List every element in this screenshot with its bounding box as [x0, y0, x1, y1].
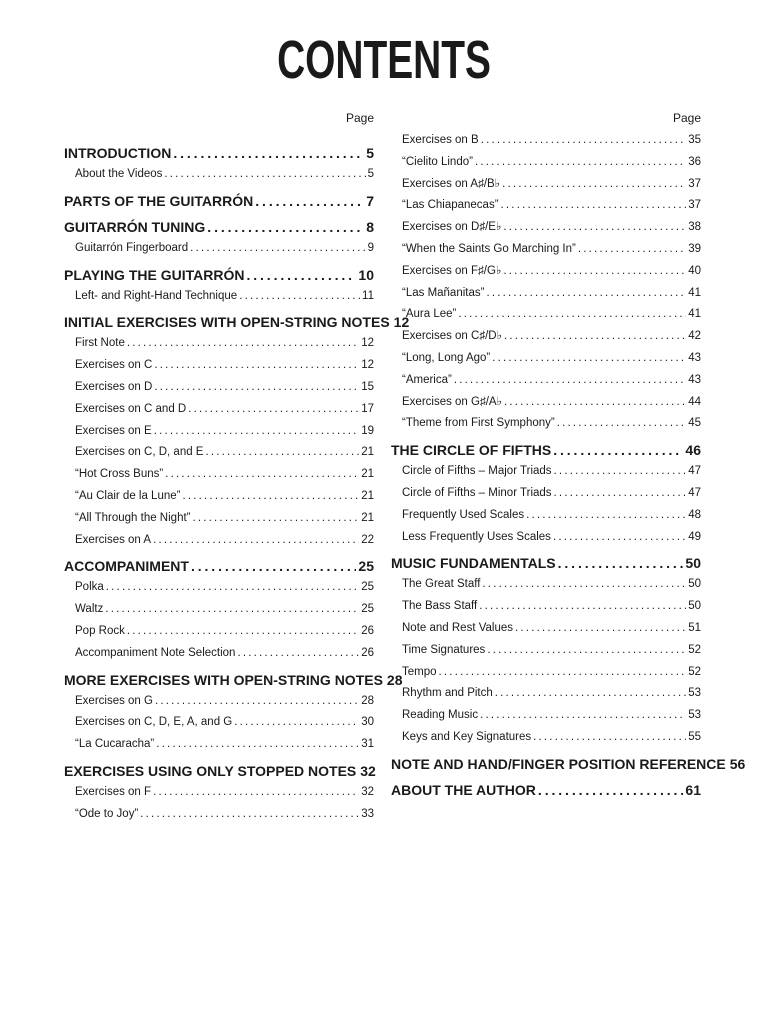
dot-leader	[481, 130, 687, 152]
toc-entries	[391, 130, 746, 801]
dot-leader	[140, 804, 359, 826]
toc-page-number: 37	[688, 177, 701, 190]
toc-page-number: 22	[361, 533, 374, 546]
toc-subsection-entry	[64, 530, 374, 552]
dot-leader	[538, 779, 684, 801]
toc-subsection-entry	[391, 217, 701, 239]
toc-page-number: 37	[688, 199, 701, 212]
toc-page-number: 44	[688, 395, 701, 408]
toc-subsection-entry	[391, 130, 701, 152]
dot-leader	[454, 370, 686, 392]
dot-leader	[504, 392, 686, 414]
toc-subsection-entry	[391, 527, 701, 549]
toc-page-number: 21	[361, 511, 374, 524]
toc-page-number: 12	[361, 337, 374, 350]
toc-page-number: 52	[688, 643, 701, 656]
toc-subsection-entry	[64, 577, 374, 599]
toc-entry-title: Exercises on A♯/B♭	[402, 177, 501, 190]
dot-leader	[192, 508, 359, 530]
toc-subsection-entry	[64, 464, 374, 486]
toc-page-number: 25	[361, 581, 374, 594]
toc-entry-title: Exercises on G♯/A♭	[402, 395, 503, 408]
dot-leader	[487, 640, 686, 662]
toc-page-number: 19	[361, 424, 374, 437]
toc-subsection-entry	[64, 486, 374, 508]
toc-page-number: 42	[688, 330, 701, 343]
toc-page-number: 38	[688, 221, 701, 234]
toc-subsection-entry	[64, 782, 374, 804]
toc-subsection-entry	[391, 239, 701, 261]
dot-leader	[164, 164, 365, 186]
toc-subsection-entry	[391, 662, 701, 684]
toc-page-number: 41	[688, 308, 701, 321]
toc-subsection-entry	[391, 326, 701, 348]
toc-entry-title: “All Through the Night”	[75, 511, 191, 524]
toc-entry-title: Exercises on C, D, and E	[75, 446, 204, 459]
toc-entry-title: Waltz	[75, 603, 104, 616]
dot-leader	[578, 239, 686, 261]
toc-page-number: 32	[360, 762, 376, 779]
dot-leader	[154, 421, 360, 443]
page-column-header: Page	[672, 111, 701, 125]
toc-entry-title: Tempo	[402, 665, 437, 678]
dot-leader	[503, 217, 686, 239]
toc-left-column	[64, 108, 410, 826]
dot-leader	[557, 413, 686, 435]
toc-entry-title: Accompaniment Note Selection	[75, 646, 236, 659]
dot-leader	[165, 464, 359, 486]
toc-entry-title: “America”	[402, 373, 452, 386]
toc-entry-title: First Note	[75, 337, 125, 350]
toc-page-number: 47	[688, 465, 701, 478]
dot-leader	[504, 326, 686, 348]
dot-leader	[207, 216, 364, 238]
toc-page-number: 11	[362, 289, 374, 302]
dot-leader	[154, 377, 359, 399]
toc-page-number: 17	[361, 402, 374, 415]
toc-page-number: 56	[729, 755, 746, 772]
toc-subsection-entry	[391, 152, 701, 174]
toc-subsection-entry	[391, 261, 701, 283]
dot-leader	[480, 705, 686, 727]
toc-right-column	[391, 108, 746, 801]
toc-page-number: 21	[361, 468, 374, 481]
toc-page-number: 39	[688, 242, 701, 255]
toc-entry-title: Frequently Used Scales	[402, 508, 525, 521]
toc-entry-title: Reading Music	[402, 709, 479, 722]
toc-subsection-entry	[391, 413, 701, 435]
toc-entry-title: “Las Chiapanecas”	[402, 199, 499, 212]
toc-page-number: 49	[688, 530, 701, 543]
dot-leader	[479, 596, 686, 618]
toc-subsection-entry	[64, 621, 374, 643]
toc-page-number: 15	[361, 380, 374, 393]
dot-leader	[458, 304, 686, 326]
toc-subsection-entry	[391, 461, 701, 483]
toc-page-number: 50	[688, 578, 701, 591]
toc-entry-title: “Theme from First Symphony”	[402, 417, 555, 430]
toc-entry-title: Exercises on F♯/G♭	[402, 264, 502, 277]
toc-subsection-entry	[391, 618, 701, 640]
dot-leader	[503, 261, 686, 283]
toc-subsection-entry	[391, 483, 701, 505]
toc-entry-title: Exercises on C, D, E, A, and G	[75, 716, 233, 729]
dot-leader	[156, 734, 359, 756]
toc-entry-title: Circle of Fifths – Minor Triads	[402, 486, 552, 499]
toc-page-number: 46	[685, 442, 701, 459]
toc-page-number: 55	[688, 730, 701, 743]
toc-entry-title: PARTS OF THE GUITARRÓN	[64, 192, 254, 209]
toc-subsection-entry	[391, 304, 701, 326]
toc-page-number: 25	[361, 603, 374, 616]
dot-leader	[486, 283, 686, 305]
page-title: CONTENTS	[277, 30, 491, 90]
dot-leader	[237, 643, 359, 665]
toc-entries	[64, 142, 410, 826]
toc-subsection-entry	[391, 640, 701, 662]
dot-leader	[127, 621, 359, 643]
toc-entry-title: ACCOMPANIMENT	[64, 558, 189, 575]
toc-entry-title: Exercises on B	[402, 134, 479, 146]
toc-entry-title: INTRODUCTION	[64, 145, 172, 161]
toc-entry-title: The Bass Staff	[402, 600, 478, 613]
toc-section-entry	[64, 216, 374, 238]
toc-entry-title: Exercises on C♯/D♭	[402, 330, 503, 343]
toc-entry-title: INITIAL EXERCISES WITH OPEN-STRING NOTES	[64, 314, 390, 331]
toc-subsection-entry	[64, 599, 374, 621]
toc-entry-title: Exercises on F	[75, 785, 152, 798]
dot-leader	[502, 174, 686, 196]
toc-entry-title: THE CIRCLE OF FIFTHS	[391, 442, 552, 459]
dot-leader	[533, 727, 686, 749]
toc-entry-title: Time Signatures	[402, 643, 486, 656]
toc-section-entry	[391, 439, 701, 461]
toc-page-number: 7	[366, 192, 374, 209]
toc-subsection-entry	[64, 508, 374, 530]
toc-entry-title: “Ode to Joy”	[75, 807, 139, 820]
toc-page-number: 10	[358, 266, 374, 283]
toc-page-number: 5	[366, 145, 374, 161]
toc-page-number: 9	[367, 241, 374, 254]
toc-page-number: 26	[361, 646, 374, 659]
toc-entry-title: GUITARRÓN TUNING	[64, 218, 206, 235]
dot-leader	[106, 577, 359, 599]
toc-entry-title: “Hot Cross Buns”	[75, 468, 164, 481]
toc-page-number: 28	[386, 671, 403, 688]
toc-entry-title: EXERCISES USING ONLY STOPPED NOTES	[64, 762, 357, 779]
dot-leader	[182, 486, 359, 508]
toc-page-number: 12	[393, 314, 410, 331]
toc-page-number: 31	[361, 738, 374, 751]
toc-entry-title: Less Frequently Uses Scales	[402, 530, 551, 543]
toc-page-number: 41	[688, 286, 701, 299]
toc-subsection-entry	[391, 392, 701, 414]
toc-page-number: 48	[688, 508, 701, 521]
toc-subsection-entry	[391, 705, 701, 727]
toc-page-number: 40	[688, 264, 701, 277]
dot-leader	[234, 712, 359, 734]
toc-entry-title: PLAYING THE GUITARRÓN	[64, 266, 245, 283]
toc-subsection-entry	[64, 399, 374, 421]
dot-leader	[173, 142, 364, 164]
toc-entry-title: “Las Mañanitas”	[402, 286, 485, 299]
toc-section-entry	[391, 753, 746, 775]
dot-leader	[155, 691, 359, 713]
toc-entry-title: Note and Rest Values	[402, 621, 514, 634]
toc-entry-title: Exercises on D	[75, 380, 153, 393]
toc-page-number: 51	[688, 621, 701, 634]
toc-subsection-entry	[64, 804, 374, 826]
toc-subsection-entry	[64, 421, 374, 443]
toc-entry-title: The Great Staff	[402, 578, 481, 591]
toc-page-number: 21	[361, 446, 374, 459]
toc-entry-title: Rhythm and Pitch	[402, 687, 493, 700]
toc-page-number: 33	[361, 807, 374, 820]
toc-entry-title: About the Videos	[75, 168, 163, 180]
dot-leader	[495, 683, 686, 705]
toc-subsection-entry	[391, 283, 701, 305]
toc-page-number: 35	[688, 134, 701, 146]
toc-page-number: 50	[685, 555, 701, 572]
toc-entry-title: Circle of Fifths – Major Triads	[402, 465, 552, 478]
toc-page-number: 43	[688, 351, 701, 364]
page-column-header: Page	[345, 111, 374, 125]
toc-entry-title: Keys and Key Signatures	[402, 730, 532, 743]
toc-section-entry	[391, 779, 701, 801]
toc-entry-title: “Cielito Lindo”	[402, 155, 473, 168]
dot-leader	[553, 527, 686, 549]
toc-subsection-entry	[64, 286, 374, 308]
toc-subsection-entry	[64, 643, 374, 665]
toc-entry-title: “Aura Lee”	[402, 308, 457, 321]
dot-leader	[526, 505, 686, 527]
toc-page-number: 12	[361, 359, 374, 372]
toc-entry-title: Exercises on C	[75, 359, 153, 372]
dot-leader	[554, 483, 687, 505]
toc-section-entry	[64, 311, 410, 333]
toc-entry-title: Exercises on D♯/E♭	[402, 221, 502, 234]
dot-leader	[188, 399, 359, 421]
toc-entry-title: Pop Rock	[75, 624, 125, 637]
toc-page-number: 36	[688, 155, 701, 168]
toc-entry-title: “Au Clair de la Lune”	[75, 489, 181, 502]
toc-subsection-entry	[64, 734, 374, 756]
toc-page-number: 26	[361, 624, 374, 637]
toc-page-number: 53	[688, 687, 701, 700]
toc-subsection-entry	[391, 174, 701, 196]
toc-subsection-entry	[391, 596, 701, 618]
toc-subsection-entry	[64, 377, 374, 399]
dot-leader	[154, 355, 359, 377]
dot-leader	[515, 618, 686, 640]
toc-page-number: 43	[688, 373, 701, 386]
toc-entry-title: ABOUT THE AUTHOR	[391, 781, 536, 798]
toc-subsection-entry	[391, 348, 701, 370]
toc-entry-title: MUSIC FUNDAMENTALS	[391, 555, 556, 572]
toc-subsection-entry	[64, 712, 374, 734]
toc-subsection-entry	[391, 683, 701, 705]
toc-page-number: 32	[361, 785, 374, 798]
dot-leader	[501, 195, 687, 217]
toc-section-entry	[64, 555, 374, 577]
toc-subsection-entry	[64, 238, 374, 260]
toc-page-number: 45	[688, 417, 701, 430]
toc-entry-title: Exercises on G	[75, 694, 153, 707]
toc-page-number: 5	[367, 168, 374, 180]
toc-section-entry	[391, 552, 701, 574]
toc-entry-title: “La Cucaracha”	[75, 738, 155, 751]
toc-page-number: 28	[361, 694, 374, 707]
dot-leader	[205, 442, 359, 464]
toc-page-number: 8	[366, 218, 374, 235]
toc-page-number: 47	[688, 486, 701, 499]
toc-entry-title: NOTE AND HAND/FINGER POSITION REFERENCE	[391, 755, 726, 772]
toc-page-number: 52	[688, 665, 701, 678]
toc-entry-title: Exercises on E	[75, 424, 152, 437]
toc-subsection-entry	[64, 164, 374, 186]
dot-leader	[190, 238, 365, 260]
dot-leader	[246, 264, 356, 286]
toc-section-entry	[64, 142, 374, 164]
toc-section-entry	[64, 669, 403, 691]
dot-leader	[239, 286, 360, 308]
toc-page-number: 30	[361, 716, 374, 729]
toc-page-number: 53	[688, 709, 701, 722]
dot-leader	[105, 599, 359, 621]
toc-page-number: 61	[685, 781, 701, 798]
dot-leader	[255, 190, 364, 212]
toc-entry-title: Polka	[75, 581, 104, 594]
dot-leader	[492, 348, 686, 370]
toc-entry-title: MORE EXERCISES WITH OPEN-STRING NOTES	[64, 671, 383, 688]
toc-page-number: 21	[361, 489, 374, 502]
toc-entry-title: Exercises on C and D	[75, 402, 187, 415]
toc-subsection-entry	[391, 370, 701, 392]
dot-leader	[439, 662, 687, 684]
toc-subsection-entry	[391, 195, 701, 217]
toc-subsection-entry	[64, 442, 374, 464]
toc-section-entry	[64, 264, 374, 286]
toc-section-entry	[64, 190, 374, 212]
toc-subsection-entry	[391, 727, 701, 749]
toc-subsection-entry	[64, 355, 374, 377]
toc-section-entry	[64, 760, 374, 782]
dot-leader	[153, 530, 359, 552]
dot-leader	[475, 152, 686, 174]
dot-leader	[153, 782, 359, 804]
dot-leader	[191, 555, 356, 577]
dot-leader	[553, 439, 683, 461]
toc-subsection-entry	[64, 691, 374, 713]
toc-subsection-entry	[391, 574, 701, 596]
toc-entry-title: Left- and Right-Hand Technique	[75, 289, 238, 302]
toc-entry-title: “Long, Long Ago”	[402, 351, 491, 364]
toc-page-number: 25	[358, 558, 374, 575]
toc-entry-title: “When the Saints Go Marching In”	[402, 242, 576, 255]
toc-page-number: 50	[688, 600, 701, 613]
dot-leader	[482, 574, 686, 596]
toc-entry-title: Exercises on A	[75, 533, 152, 546]
toc-subsection-entry	[64, 333, 374, 355]
dot-leader	[127, 333, 359, 355]
dot-leader	[554, 461, 687, 483]
toc-entry-title: Guitarrón Fingerboard	[75, 241, 189, 254]
dot-leader	[558, 552, 684, 574]
toc-subsection-entry	[391, 505, 701, 527]
